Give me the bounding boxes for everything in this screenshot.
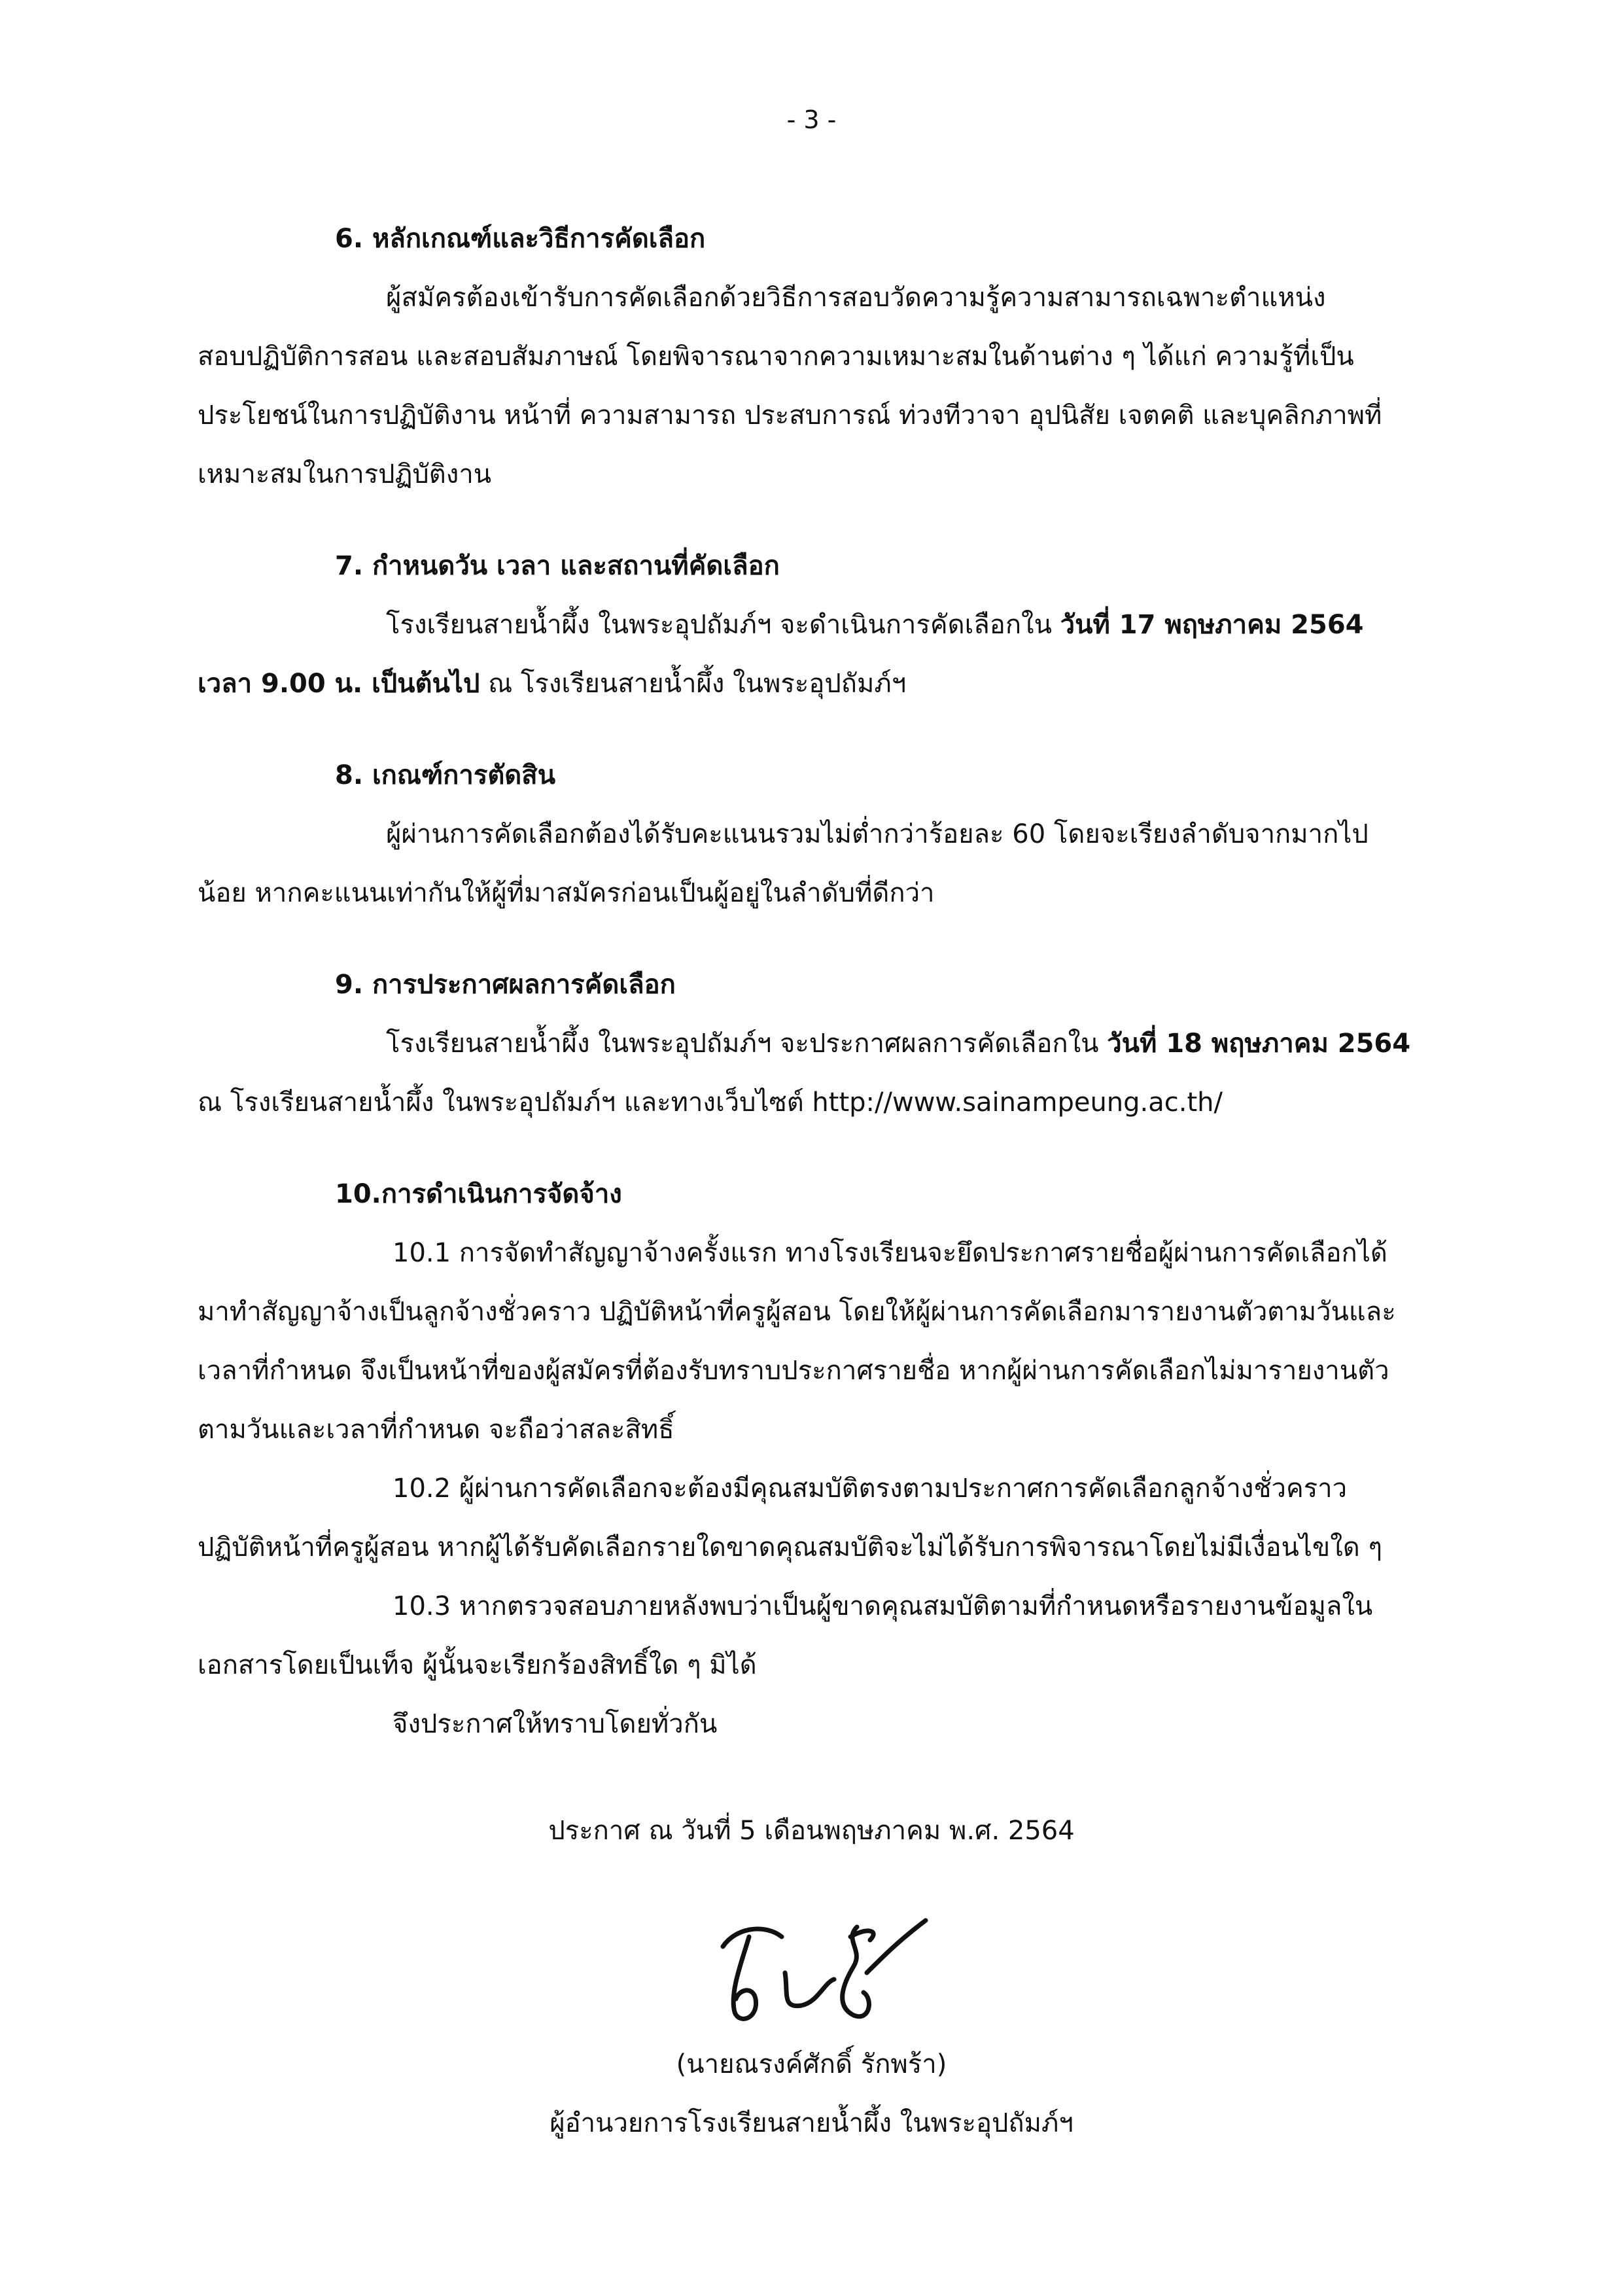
section-6-line: ผู้สมัครต้องเข้ารับการคัดเลือกด้วยวิธีการสอบวัดความรู้ความสามารถเฉพาะตำแหน่ง [386,283,1326,313]
section-8-line: น้อย หากคะแนนเท่ากันให้ผู้ที่มาสมัครก่อนเป็นผู้อยู่ในลำดับที่ดีกว่า [198,878,935,908]
section-10-line: เวลาที่กำหนด จึงเป็นหน้าที่ของผู้สมัครที่ต้องรับทราบประกาศรายชื่อ หากผู้ผ่านการคัดเลือกไม่มารายงานตัว [198,1356,1389,1386]
section-10-line: 10.1 การจัดทำสัญญาจ้างครั้งแรก ทางโรงเรียนจะยึดประกาศรายชื่อผู้ผ่านการคัดเลือกได้ [393,1238,1387,1268]
section-9-text: โรงเรียนสายน้ำผึ้ง ในพระอุปถัมภ์ฯ จะประกาศผลการคัดเลือกใน [386,1029,1099,1059]
section-9-line: ณ โรงเรียนสายน้ำผึ้ง ในพระอุปถัมภ์ฯ และทางเว็บไซต์ http://www.sainampeung.ac.th/ [198,1087,1223,1118]
section-10-line: เอกสารโดยเป็นเท็จ ผู้นั้นจะเรียกร้องสิทธิ์ใด ๆ มิได้ [198,1650,757,1680]
section-7-text: โรงเรียนสายน้ำผึ้ง ในพระอุปถัมภ์ฯ จะดำเนินการคัดเลือกใน [386,610,1052,640]
section-10-line: 10.2 ผู้ผ่านการคัดเลือกจะต้องมีคุณสมบัติตรงตามประกาศการคัดเลือกลูกจ้างชั่วคราว [393,1474,1348,1504]
section-9-line [386,1024,1410,1063]
section-9-heading: 9. การประกาศผลการคัดเลือก [335,970,676,1000]
page-number: - 3 - [786,105,837,134]
section-6-heading: 6. หลักเกณฑ์และวิธีการคัดเลือก [335,224,706,254]
selection-date: วันที่ 17 พฤษภาคม 2564 [1060,610,1364,640]
announcement-date: วันที่ 18 พฤษภาคม 2564 [1107,1029,1411,1059]
signer-name: (นายณรงค์ศักดิ์ รักพร้า) [676,2049,947,2079]
section-6-line: ประโยชน์ในการปฏิบัติงาน หน้าที่ ความสามารถ ประสบการณ์ ท่วงทีวาจา อุปนิสัย เจตคติ และบุคลิกภาพที่ [198,400,1382,431]
section-6-line: เหมาะสมในการปฏิบัติงาน [198,459,492,489]
closing-statement: จึงประกาศให้ทราบโดยทั่วกัน [393,1709,718,1739]
signature-stroke [785,1973,834,2006]
selection-time: เวลา 9.00 น. เป็นต้นไป [198,669,480,699]
section-10-line: มาทำสัญญาจ้างเป็นลูกจ้างชั่วคราว ปฏิบัติหน้าที่ครูผู้สอน โดยให้ผู้ผ่านการคัดเลือกมารายงานตัวตามวันและ [198,1297,1396,1327]
section-7-line [386,605,1364,645]
section-7-heading: 7. กำหนดวัน เวลา และสถานที่คัดเลือก [335,551,780,581]
section-10-line: ปฏิบัติหน้าที่ครูผู้สอน หากผู้ได้รับคัดเลือกรายใดขาดคุณสมบัติจะไม่ได้รับการพิจารณาโดยไม่มีเงื่อนไขใด ๆ [198,1532,1382,1563]
signature-stroke [733,1937,756,2019]
signature-icon [703,1901,939,2038]
signature-stroke [723,1929,782,1947]
section-7-line [198,664,906,703]
announcement-date-line: ประกาศ ณ วันที่ 5 เดือนพฤษภาคม พ.ศ. 2564 [548,1816,1075,1846]
section-8-heading: 8. เกณฑ์การตัดสิน [335,760,556,790]
section-10-heading: 10.การดำเนินการจัดจ้าง [335,1179,622,1209]
section-10-line: ตามวันและเวลาที่กำหนด จะถือว่าสละสิทธิ์ [198,1415,674,1445]
section-6-line: สอบปฏิบัติการสอน และสอบสัมภาษณ์ โดยพิจารณาจากความเหมาะสมในด้านต่าง ๆ ได้แก่ ความรู้ที่เป็น [198,342,1354,372]
section-7-text: ณ โรงเรียนสายน้ำผึ้ง ในพระอุปถัมภ์ฯ [488,669,907,699]
signature-stroke [867,1920,926,1973]
section-8-line: ผู้ผ่านการคัดเลือกต้องได้รับคะแนนรวมไม่ต่ำกว่าร้อยละ 60 โดยจะเรียงลำดับจากมากไป [386,819,1369,849]
section-10-line: 10.3 หากตรวจสอบภายหลังพบว่าเป็นผู้ขาดคุณสมบัติตามที่กำหนดหรือรายงานข้อมูลใน [393,1591,1373,1621]
signer-title: ผู้อำนวยการโรงเรียนสายน้ำผึ้ง ในพระอุปถัมภ์ฯ [550,2108,1073,2138]
